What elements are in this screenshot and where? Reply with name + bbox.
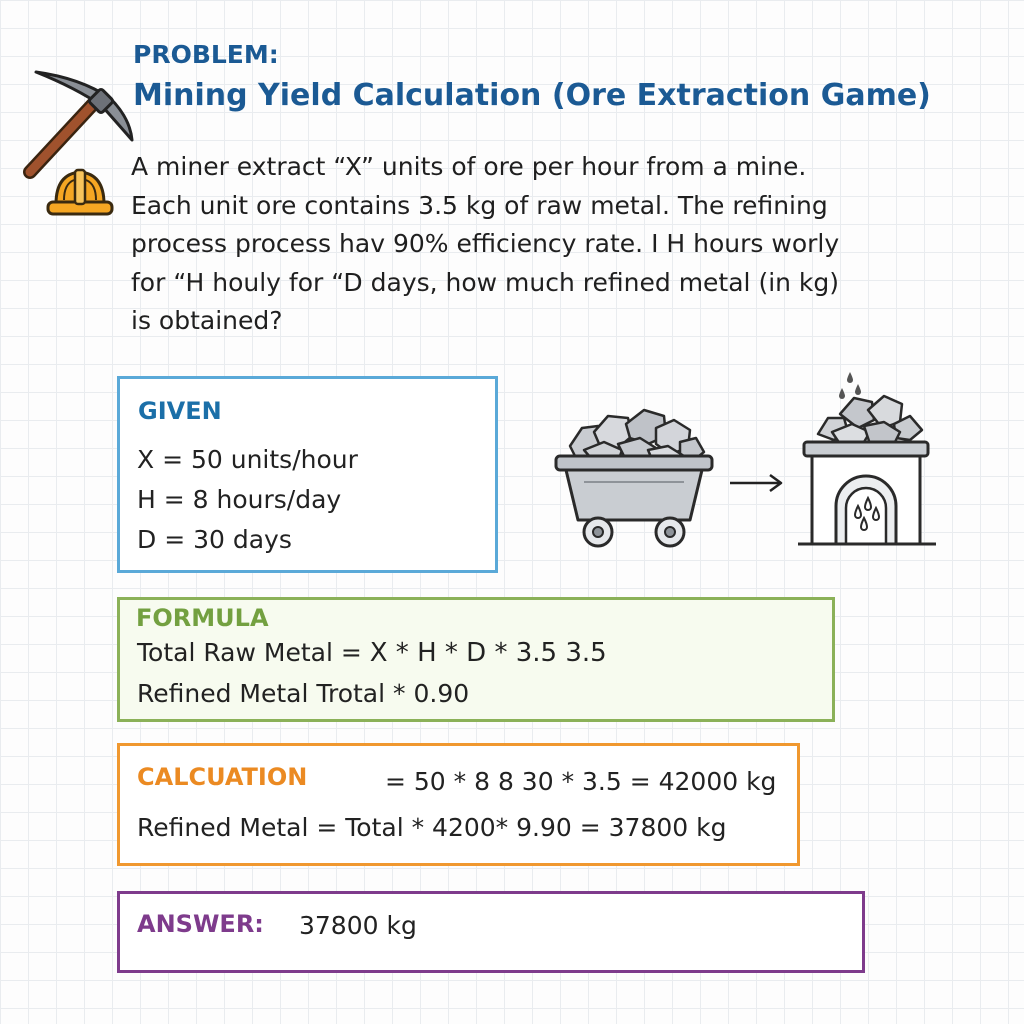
given-d: D = 30 days — [137, 525, 292, 554]
given-title: GIVEN — [138, 397, 222, 425]
formula-title: FORMULA — [136, 604, 269, 632]
calculation-refined: Refined Metal = Total * 4200* 9.90 = 37800 kg — [137, 813, 727, 842]
problem-label: PROBLEM: — [133, 40, 279, 69]
calculation-box — [117, 743, 800, 866]
answer-box — [117, 891, 865, 973]
problem-line: process process hav 90% efficiency rate. I H hours worly — [131, 229, 840, 258]
calculation-title: CALCUATION — [137, 763, 308, 791]
calculation-total: = 50 * 8 8 30 * 3.5 = 42000 kg — [385, 767, 777, 796]
formula-total-raw — [137, 638, 607, 668]
formula-box — [117, 597, 835, 722]
given-h: H = 8 hours/day — [137, 485, 342, 514]
problem-line: Each unit ore contains 3.5 kg of raw metal. The refining — [131, 190, 828, 220]
problem-line: A miner extract “X” units of ore per hour from a mine. — [131, 152, 807, 181]
given-box — [117, 376, 498, 573]
answer-label: ANSWER: — [137, 910, 264, 938]
formula-total-raw-label: Total Raw Metal = — [137, 638, 370, 667]
problem-title: Mining Yield Calculation (Ore Extraction Game) — [133, 78, 931, 113]
mine-cart-icon — [548, 398, 720, 556]
problem-line: is obtained? — [131, 306, 283, 335]
hard-hat-icon — [44, 164, 116, 222]
furnace-icon — [798, 366, 938, 552]
problem-line: for “H houly for “D days, how much refined metal (in kg) — [131, 267, 840, 297]
answer-value: 37800 kg — [299, 911, 417, 940]
formula-total-raw-expression: X * H * D * 3.5 3.5 — [369, 638, 607, 668]
problem-text — [131, 148, 1011, 341]
formula-refined: Refined Metal Trotal * 0.90 — [137, 679, 470, 708]
given-x: X = 50 units/hour — [137, 445, 358, 474]
arrow-right-icon — [726, 470, 788, 496]
